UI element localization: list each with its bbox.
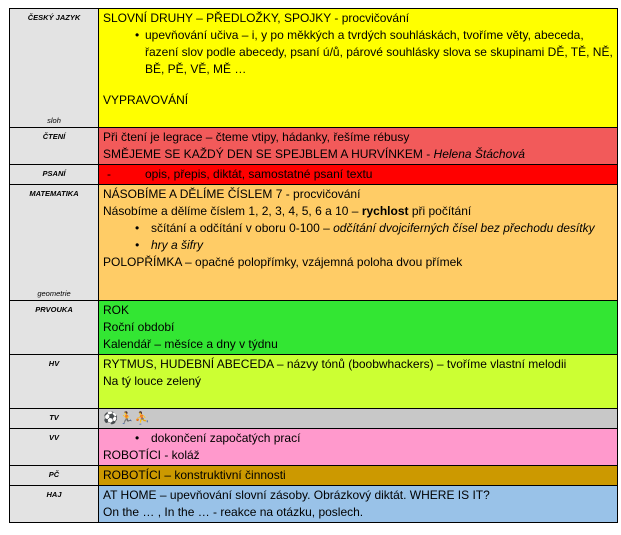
content-text: Násobíme a dělíme číslem 1, 2, 3, 4, 5, 6 a 10 – — [103, 204, 362, 218]
content-cell-psani — [99, 165, 618, 185]
subject-label: HV — [48, 359, 60, 368]
subject-label: MATEMATIKA — [29, 189, 79, 198]
content-line: Roční období — [103, 320, 175, 334]
content-cell-pc — [99, 466, 618, 486]
content-cell-prvouka — [99, 301, 618, 355]
content-line: Při čtení je legrace – čteme vtipy, hádanky, řešíme rébusy — [103, 130, 410, 144]
subject-cell-matematika — [10, 185, 99, 301]
content-text: SMĚJEME SE KAŽDÝ DEN SE SPEJBLEM A HURVÍNKEM - — [103, 147, 434, 161]
row-prvouka — [10, 301, 618, 355]
subject-label: PČ — [48, 470, 60, 479]
subject-cell-prvouka — [10, 301, 99, 355]
content-text: při počítání — [408, 204, 472, 218]
content-line: Na tý louce zelený — [103, 374, 202, 388]
content-title: NÁSOBÍME A DĚLÍME ČÍSLEM 7 - procvičování — [103, 187, 361, 201]
content-cell-tv — [99, 409, 618, 429]
dash-marker: - — [107, 167, 111, 181]
content-cell-cteni — [99, 128, 618, 165]
row-haj — [10, 486, 618, 523]
content-bullet: • dokončení započatých prací — [103, 430, 613, 447]
content-line — [103, 166, 613, 183]
subject-label: PSANÍ — [42, 169, 66, 178]
subject-cell-haj — [10, 486, 99, 523]
content-text: sčítání a odčítání v oboru 0-100 – — [151, 221, 334, 235]
content-cell-matematika — [99, 185, 618, 301]
subject-label: VV — [48, 433, 59, 442]
content-geometry: POLOPŘÍMKA – opačné polopřímky, vzájemná poloha dvou přímek — [103, 255, 463, 269]
content-line: ROBOTÍCI – konstruktivní činnosti — [103, 468, 286, 482]
content-bullet — [103, 220, 613, 237]
row-psani — [10, 165, 618, 185]
content-emphasis: rychlost — [361, 204, 409, 218]
schedule-table — [9, 8, 618, 523]
row-cesky-jazyk — [10, 9, 618, 128]
content-line — [103, 146, 613, 163]
row-pc — [10, 466, 618, 486]
row-hv — [10, 355, 618, 409]
content-line: ROK — [103, 303, 130, 317]
row-vv — [10, 429, 618, 466]
subject-label: HAJ — [46, 490, 62, 499]
subject-sublabel: geometrie — [37, 289, 71, 298]
content-line: Kalendář – měsíce a dny v týdnu — [103, 337, 278, 351]
content-line: ROBOTÍCI - koláž — [103, 448, 200, 462]
row-cteni — [10, 128, 618, 165]
content-line — [103, 203, 613, 220]
subject-sublabel: sloh — [47, 116, 61, 125]
subject-label: TV — [49, 413, 59, 422]
subject-cell-psani — [10, 165, 99, 185]
subject-cell-pc — [10, 466, 99, 486]
subject-label: PRVOUKA — [35, 305, 73, 314]
content-cell-hv — [99, 355, 618, 409]
content-cell-haj — [99, 486, 618, 523]
subject-cell-tv — [10, 409, 99, 429]
row-matematika — [10, 185, 618, 301]
subject-cell-vv — [10, 429, 99, 466]
subject-cell-cesky-jazyk — [10, 9, 99, 128]
content-title: SLOVNÍ DRUHY – PŘEDLOŽKY, SPOJKY - procvičování — [103, 11, 410, 25]
content-cell-vv — [99, 429, 618, 466]
subject-label: ČESKÝ JAZYK — [27, 13, 81, 22]
subject-cell-cteni — [10, 128, 99, 165]
content-cell-cesky-jazyk — [99, 9, 618, 128]
content-text: opis, přepis, diktát, samostatné psaní textu — [145, 167, 373, 181]
content-sloh: VYPRAVOVÁNÍ — [103, 93, 189, 107]
row-tv — [10, 409, 618, 429]
subject-label: ČTENÍ — [42, 132, 66, 141]
content-line: On the … , In the … - reakce na otázku, poslech. — [103, 505, 364, 519]
author-name: Helena Štáchová — [433, 147, 525, 161]
sport-icons: ⚽🏃⛹ — [103, 411, 151, 425]
content-italic: odčítání dvojciferných čísel bez přechodu desítky — [333, 221, 595, 235]
content-line: AT HOME – upevňování slovní zásoby. Obrázkový diktát. WHERE IS IT? — [103, 488, 490, 502]
content-line: RYTMUS, HUDEBNÍ ABECEDA – názvy tónů (boobwhackers) – tvoříme vlastní melodii — [103, 357, 567, 371]
subject-cell-hv — [10, 355, 99, 409]
content-bullet: • hry a šifry — [103, 237, 613, 254]
content-bullet: • upevňování učiva – i, y po měkkých a tvrdých souhláskách, tvoříme věty, abeceda, řazení slov podle abecedy, psaní ú/ů, párové souhlásky slova se skupinami DĚ, TĚ, NĚ, BĚ, PĚ, VĚ, MĚ … — [103, 27, 613, 78]
